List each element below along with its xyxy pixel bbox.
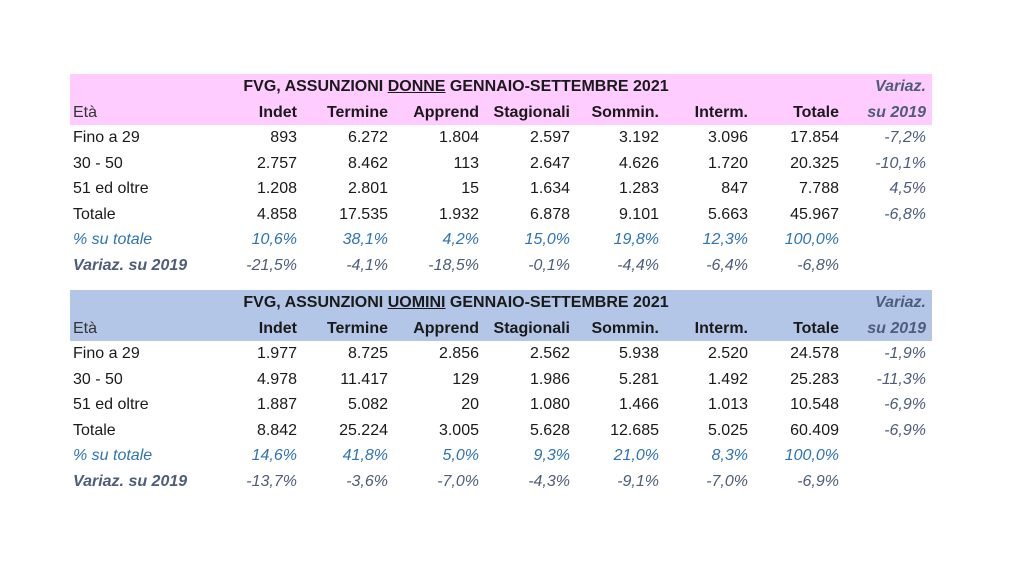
pct-totale: 100,0% bbox=[784, 231, 839, 248]
cell-stagionali: 6.878 bbox=[529, 205, 570, 223]
row-label: 30 - 50 bbox=[73, 154, 123, 172]
cell-stagionali: 1.080 bbox=[529, 396, 570, 413]
table-row bbox=[70, 125, 932, 151]
cell-interm: 1.013 bbox=[707, 396, 748, 413]
table-row bbox=[70, 176, 932, 202]
col-header-termine: Termine bbox=[326, 103, 388, 121]
var-sommin: -9,1% bbox=[617, 472, 659, 490]
cell-indet: 2.757 bbox=[256, 154, 297, 172]
var-stagionali: -4,3% bbox=[528, 472, 570, 490]
col-header-stagionali: Stagionali bbox=[493, 103, 570, 121]
cell-apprend: 2.856 bbox=[438, 345, 479, 362]
cell-sommin: 12.685 bbox=[610, 421, 659, 439]
col-header-totale: Totale bbox=[793, 319, 839, 337]
cell-sommin: 4.626 bbox=[618, 154, 659, 172]
cell-termine: 8.462 bbox=[347, 154, 388, 172]
cell-interm: 1.492 bbox=[707, 370, 748, 388]
pct-sommin: 21,0% bbox=[613, 447, 659, 464]
pct-stagionali: 15,0% bbox=[524, 231, 570, 248]
cell-termine: 5.082 bbox=[347, 396, 388, 413]
cell-totale: 60.409 bbox=[790, 421, 839, 439]
cell-totale: 24.578 bbox=[790, 345, 839, 362]
cell-termine: 17.535 bbox=[339, 205, 388, 223]
variaz-header-line2: su 2019 bbox=[867, 319, 926, 337]
cell-termine: 8.725 bbox=[347, 345, 388, 362]
pct-row bbox=[70, 443, 932, 469]
pct-interm: 12,3% bbox=[702, 231, 748, 248]
pct-row-label: % su totale bbox=[73, 231, 153, 248]
table-title: FVG, ASSUNZIONI DONNE GENNAIO-SETTEMBRE 2021 bbox=[243, 78, 669, 95]
cell-variaz: -6,8% bbox=[884, 205, 926, 223]
var-indet: -13,7% bbox=[246, 472, 297, 490]
col-header-apprend: Apprend bbox=[413, 319, 479, 337]
table-row bbox=[70, 367, 932, 393]
title-row bbox=[70, 290, 932, 316]
var-termine: -4,1% bbox=[346, 256, 388, 274]
variaz-row-label: Variaz. su 2019 bbox=[73, 472, 188, 490]
cell-apprend: 1.804 bbox=[438, 129, 479, 146]
cell-interm: 3.096 bbox=[707, 129, 748, 146]
column-header-row bbox=[70, 100, 932, 126]
cell-interm: 5.663 bbox=[707, 205, 748, 223]
var-apprend: -7,0% bbox=[437, 472, 479, 490]
variaz-row bbox=[70, 469, 932, 495]
col-header-indet: Indet bbox=[258, 319, 297, 337]
cell-stagionali: 2.562 bbox=[529, 345, 570, 362]
table-row bbox=[70, 392, 932, 418]
title-row bbox=[70, 74, 932, 100]
col-header-eta: Età bbox=[73, 103, 98, 121]
cell-indet: 8.842 bbox=[256, 421, 297, 439]
pct-apprend: 5,0% bbox=[442, 447, 479, 464]
cell-indet: 1.977 bbox=[256, 345, 297, 362]
pct-termine: 41,8% bbox=[342, 447, 388, 464]
cell-indet: 1.887 bbox=[256, 396, 297, 413]
table-uomini bbox=[70, 290, 932, 494]
cell-apprend: 113 bbox=[453, 154, 479, 172]
col-header-interm: Interm. bbox=[694, 319, 748, 337]
cell-stagionali: 1.634 bbox=[529, 180, 570, 197]
row-label: Totale bbox=[73, 205, 116, 223]
cell-termine: 2.801 bbox=[347, 180, 388, 197]
cell-variaz: -7,2% bbox=[884, 129, 926, 146]
row-label: Totale bbox=[73, 421, 116, 439]
col-header-termine: Termine bbox=[326, 319, 388, 337]
table-donne bbox=[70, 74, 932, 278]
cell-variaz: -11,3% bbox=[876, 370, 926, 388]
cell-indet: 4.978 bbox=[256, 370, 297, 388]
var-interm: -6,4% bbox=[706, 256, 748, 274]
table-row bbox=[70, 341, 932, 367]
cell-interm: 2.520 bbox=[707, 345, 748, 362]
col-header-sommin: Sommin. bbox=[591, 103, 659, 121]
pct-totale: 100,0% bbox=[784, 447, 839, 464]
cell-stagionali: 5.628 bbox=[529, 421, 570, 439]
col-header-sommin: Sommin. bbox=[591, 319, 659, 337]
col-header-eta: Età bbox=[73, 319, 98, 337]
pct-interm: 8,3% bbox=[711, 447, 748, 464]
column-header-row bbox=[70, 316, 932, 342]
var-termine: -3,6% bbox=[346, 472, 388, 490]
col-header-totale: Totale bbox=[793, 103, 839, 121]
col-header-indet: Indet bbox=[258, 103, 297, 121]
table-row-totale bbox=[70, 418, 932, 444]
var-totale: -6,8% bbox=[797, 256, 839, 274]
cell-sommin: 3.192 bbox=[618, 129, 659, 146]
cell-termine: 6.272 bbox=[347, 129, 388, 146]
cell-variaz: -10,1% bbox=[875, 154, 926, 172]
cell-variaz: -6,9% bbox=[884, 421, 926, 439]
row-label: 51 ed oltre bbox=[73, 180, 149, 197]
row-label: Fino a 29 bbox=[73, 345, 140, 362]
variaz-row-label: Variaz. su 2019 bbox=[73, 256, 188, 274]
var-apprend: -18,5% bbox=[428, 256, 479, 274]
cell-indet: 4.858 bbox=[256, 205, 297, 223]
cell-sommin: 5.938 bbox=[618, 345, 659, 362]
cell-indet: 893 bbox=[270, 129, 297, 146]
var-totale: -6,9% bbox=[797, 472, 839, 490]
var-interm: -7,0% bbox=[706, 472, 748, 490]
cell-apprend: 3.005 bbox=[438, 421, 479, 439]
pct-apprend: 4,2% bbox=[442, 231, 479, 248]
variaz-header-line2: su 2019 bbox=[867, 103, 926, 121]
variaz-header-line1: Variaz. bbox=[875, 78, 926, 95]
title-gender: DONNE bbox=[387, 78, 446, 95]
title-gender: UOMINI bbox=[387, 294, 446, 311]
cell-termine: 11.417 bbox=[340, 370, 388, 388]
col-header-apprend: Apprend bbox=[413, 103, 479, 121]
cell-apprend: 20 bbox=[461, 396, 479, 413]
cell-interm: 847 bbox=[721, 180, 748, 197]
cell-termine: 25.224 bbox=[339, 421, 388, 439]
pct-sommin: 19,8% bbox=[613, 231, 659, 248]
pct-row-label: % su totale bbox=[73, 447, 153, 464]
var-indet: -21,5% bbox=[246, 256, 297, 274]
var-stagionali: -0,1% bbox=[528, 256, 570, 274]
cell-indet: 1.208 bbox=[256, 180, 297, 197]
cell-totale: 25.283 bbox=[790, 370, 839, 388]
cell-totale: 45.967 bbox=[790, 205, 839, 223]
pct-stagionali: 9,3% bbox=[533, 447, 570, 464]
pct-indet: 14,6% bbox=[251, 447, 297, 464]
cell-sommin: 1.283 bbox=[618, 180, 659, 197]
cell-stagionali: 2.597 bbox=[529, 129, 570, 146]
cell-sommin: 9.101 bbox=[618, 205, 659, 223]
cell-stagionali: 2.647 bbox=[529, 154, 570, 172]
cell-totale: 20.325 bbox=[790, 154, 839, 172]
cell-totale: 10.548 bbox=[790, 396, 839, 413]
variaz-row bbox=[70, 253, 932, 279]
table-title: FVG, ASSUNZIONI UOMINI GENNAIO-SETTEMBRE 2021 bbox=[243, 294, 669, 311]
pct-indet: 10,6% bbox=[251, 231, 297, 248]
cell-apprend: 1.932 bbox=[438, 205, 479, 223]
row-label: Fino a 29 bbox=[73, 129, 140, 146]
cell-variaz: -1,9% bbox=[884, 345, 926, 362]
pct-row bbox=[70, 227, 932, 253]
table-row bbox=[70, 151, 932, 177]
cell-apprend: 15 bbox=[461, 180, 479, 197]
cell-variaz: 4,5% bbox=[889, 180, 926, 197]
col-header-stagionali: Stagionali bbox=[493, 319, 570, 337]
cell-sommin: 1.466 bbox=[618, 396, 659, 413]
row-label: 51 ed oltre bbox=[73, 396, 149, 413]
var-sommin: -4,4% bbox=[617, 256, 659, 274]
table-row-totale bbox=[70, 202, 932, 228]
pct-termine: 38,1% bbox=[342, 231, 388, 248]
cell-interm: 1.720 bbox=[707, 154, 748, 172]
cell-stagionali: 1.986 bbox=[529, 370, 570, 388]
cell-apprend: 129 bbox=[452, 370, 479, 388]
cell-totale: 17.854 bbox=[790, 129, 839, 146]
row-label: 30 - 50 bbox=[73, 370, 123, 388]
col-header-interm: Interm. bbox=[694, 103, 748, 121]
cell-interm: 5.025 bbox=[707, 421, 748, 439]
variaz-header-line1: Variaz. bbox=[875, 294, 926, 311]
cell-variaz: -6,9% bbox=[884, 396, 926, 413]
cell-totale: 7.788 bbox=[798, 180, 839, 197]
cell-sommin: 5.281 bbox=[618, 370, 659, 388]
